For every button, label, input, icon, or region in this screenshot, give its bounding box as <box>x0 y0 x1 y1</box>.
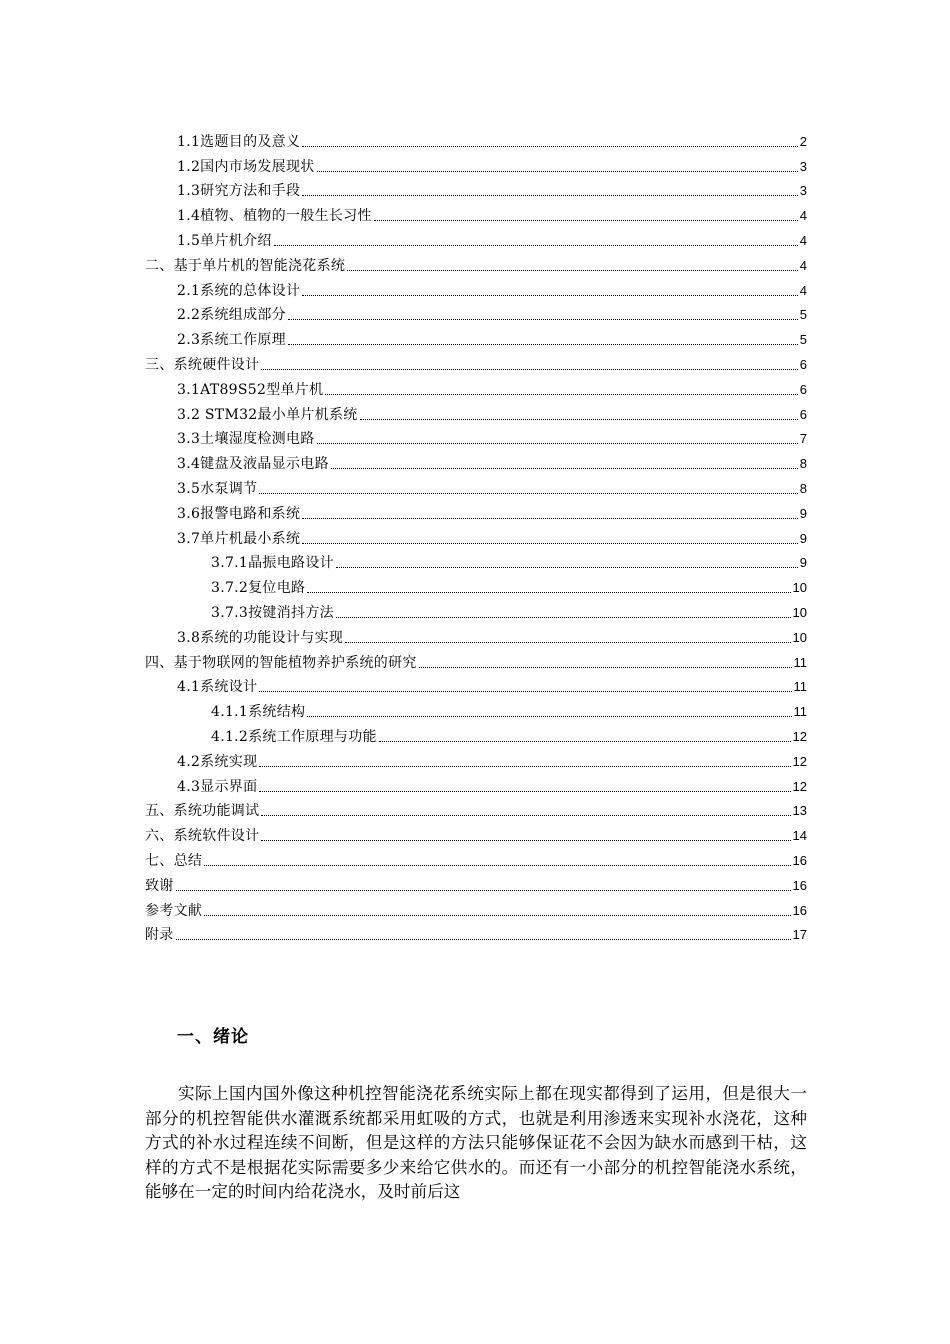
toc-dot-leader <box>307 716 791 717</box>
toc-entry[interactable] <box>145 622 807 647</box>
toc-dot-leader <box>288 344 798 345</box>
toc-entry[interactable] <box>145 176 807 201</box>
body-paragraph: 实际上国内国外像这种机控智能浇花系统实际上都在现实都得到了运用，但是很大一部分的机控智能供水灌溉系统都采用虹吸的方式，也就是利用渗透来实现补水浇花，这种方式的补水过程连续不间断，但是这样的方法只能够保证花不会因为缺水而感到干枯，这样的方式不是根据花实际需要多少来给它供水的。而还有一小部分的机控智能浇水系统，能够在一定的时间内给花浇水，及时前后这 <box>145 1084 807 1202</box>
toc-dot-leader <box>261 840 790 841</box>
toc-page-number: 17 <box>792 927 807 943</box>
toc-entry[interactable] <box>145 200 807 225</box>
toc-entry-title: 4.1.2系统工作原理与功能 <box>211 728 377 745</box>
toc-page-number: 11 <box>793 704 807 720</box>
toc-entry-title: 3.5水泵调节 <box>177 480 258 497</box>
toc-page-number: 16 <box>792 852 807 868</box>
toc-page-number: 14 <box>792 828 807 844</box>
toc-entry-title: 附录 <box>145 927 174 944</box>
toc-entry[interactable] <box>145 870 807 895</box>
toc-page-number: 3 <box>799 183 807 199</box>
toc-page-number: 12 <box>792 753 807 769</box>
toc-page-number: 4 <box>799 282 807 298</box>
toc-entry[interactable] <box>145 820 807 845</box>
toc-entry[interactable] <box>145 250 807 275</box>
toc-dot-leader <box>307 592 790 593</box>
toc-dot-leader <box>325 394 797 395</box>
toc-page-number: 6 <box>799 381 807 397</box>
toc-page-number: 11 <box>793 679 807 695</box>
toc-dot-leader <box>176 890 791 891</box>
toc-entry[interactable] <box>145 275 807 300</box>
toc-dot-leader <box>259 766 790 767</box>
section-heading: 一、绪论 <box>177 1027 249 1047</box>
toc-entry-title: 3.1AT89S52型单片机 <box>177 381 324 398</box>
toc-entry-title: 4.1系统设计 <box>177 679 258 696</box>
toc-entry[interactable] <box>145 324 807 349</box>
toc-dot-leader <box>288 319 798 320</box>
toc-dot-leader <box>302 146 798 147</box>
toc-dot-leader <box>176 939 791 940</box>
toc-page-number: 9 <box>799 530 807 546</box>
toc-dot-leader <box>204 865 790 866</box>
toc-entry[interactable] <box>145 523 807 548</box>
toc-entry[interactable] <box>145 300 807 325</box>
toc-entry[interactable] <box>145 548 807 573</box>
toc-page-number: 5 <box>799 307 807 323</box>
toc-entry-title: 2.3系统工作原理 <box>177 332 286 349</box>
toc-page-number: 13 <box>792 803 807 819</box>
toc-page-number: 9 <box>799 555 807 571</box>
toc-entry-title: 3.2 STM32最小单片机系统 <box>177 406 358 423</box>
toc-page-number: 5 <box>799 332 807 348</box>
toc-entry[interactable] <box>145 374 807 399</box>
toc-entry-title: 3.7单片机最小系统 <box>177 530 301 547</box>
toc-entry[interactable] <box>145 424 807 449</box>
toc-page-number: 6 <box>799 356 807 372</box>
toc-entry[interactable] <box>145 771 807 796</box>
toc-entry-title: 3.3土壤湿度检测电路 <box>177 431 315 448</box>
toc-dot-leader <box>261 369 797 370</box>
toc-entry[interactable] <box>145 572 807 597</box>
toc-entry-title: 二、基于单片机的智能浇花系统 <box>145 257 346 274</box>
toc-page-number: 4 <box>799 208 807 224</box>
toc-entry-title: 3.7.3按键消抖方法 <box>211 604 334 621</box>
toc-entry[interactable] <box>145 498 807 523</box>
toc-entry[interactable] <box>145 349 807 374</box>
toc-page-number: 6 <box>799 406 807 422</box>
toc-entry[interactable] <box>145 920 807 945</box>
toc-entry-title: 3.7.1晶振电路设计 <box>211 555 334 572</box>
toc-dot-leader <box>347 270 798 271</box>
toc-entry[interactable] <box>145 895 807 920</box>
toc-dot-leader <box>302 195 798 196</box>
toc-entry[interactable] <box>145 647 807 672</box>
toc-entry[interactable] <box>145 696 807 721</box>
toc-page-number: 9 <box>799 505 807 521</box>
toc-page-number: 3 <box>799 158 807 174</box>
toc-entry-title: 六、系统软件设计 <box>145 828 260 845</box>
toc-page-number: 10 <box>792 580 807 596</box>
toc-entry[interactable] <box>145 126 807 151</box>
table-of-contents <box>145 126 807 944</box>
toc-dot-leader <box>419 667 792 668</box>
toc-entry-title: 4.1.1系统结构 <box>211 704 306 721</box>
toc-entry[interactable] <box>145 796 807 821</box>
toc-entry[interactable] <box>145 845 807 870</box>
toc-dot-leader <box>302 543 798 544</box>
toc-entry[interactable] <box>145 672 807 697</box>
toc-entry-title: 3.6报警电路和系统 <box>177 505 301 522</box>
toc-entry-title: 参考文献 <box>145 902 203 919</box>
toc-entry[interactable] <box>145 151 807 176</box>
toc-dot-leader <box>336 617 791 618</box>
toc-entry-title: 三、系统硬件设计 <box>145 356 260 373</box>
toc-dot-leader <box>259 791 790 792</box>
toc-page-number: 11 <box>793 654 807 670</box>
toc-entry[interactable] <box>145 225 807 250</box>
toc-page-number: 12 <box>792 728 807 744</box>
toc-dot-leader <box>374 220 798 221</box>
toc-dot-leader <box>302 518 798 519</box>
toc-page-number: 8 <box>799 480 807 496</box>
toc-entry[interactable] <box>145 721 807 746</box>
toc-page-number: 2 <box>799 133 807 149</box>
toc-page-number: 8 <box>799 456 807 472</box>
toc-entry-title: 2.1系统的总体设计 <box>177 282 301 299</box>
toc-entry[interactable] <box>145 473 807 498</box>
toc-dot-leader <box>317 443 798 444</box>
toc-entry-title: 1.2国内市场发展现状 <box>177 158 315 175</box>
toc-dot-leader <box>317 171 798 172</box>
toc-dot-leader <box>345 642 790 643</box>
toc-entry[interactable] <box>145 399 807 424</box>
toc-entry-title: 1.3研究方法和手段 <box>177 183 301 200</box>
toc-page-number: 4 <box>799 257 807 273</box>
toc-entry-title: 1.5单片机介绍 <box>177 232 272 249</box>
toc-dot-leader <box>274 245 798 246</box>
toc-page-number: 16 <box>792 902 807 918</box>
toc-entry-title: 四、基于物联网的智能植物养护系统的研究 <box>145 654 417 671</box>
toc-entry-title: 五、系统功能调试 <box>145 803 260 820</box>
toc-page-number: 7 <box>799 431 807 447</box>
toc-dot-leader <box>204 915 790 916</box>
toc-page-number: 12 <box>792 778 807 794</box>
toc-entry-title: 七、总结 <box>145 852 203 869</box>
toc-entry-title: 1.4植物、植物的一般生长习性 <box>177 208 372 225</box>
toc-entry-title: 4.3显示界面 <box>177 778 258 795</box>
toc-entry-title: 致谢 <box>145 877 174 894</box>
toc-dot-leader <box>259 493 797 494</box>
toc-entry-title: 3.7.2复位电路 <box>211 580 306 597</box>
toc-entry-title: 4.2系统实现 <box>177 753 258 770</box>
toc-entry-title: 3.8系统的功能设计与实现 <box>177 629 344 646</box>
toc-page-number: 10 <box>792 604 807 620</box>
toc-dot-leader <box>331 468 798 469</box>
toc-page-number: 10 <box>792 629 807 645</box>
toc-entry[interactable] <box>145 746 807 771</box>
toc-entry[interactable] <box>145 448 807 473</box>
toc-page-number: 4 <box>799 232 807 248</box>
toc-dot-leader <box>379 741 791 742</box>
toc-dot-leader <box>360 419 798 420</box>
toc-dot-leader <box>336 567 798 568</box>
toc-entry-title: 3.4键盘及液晶显示电路 <box>177 456 329 473</box>
toc-entry-title: 2.2系统组成部分 <box>177 307 286 324</box>
toc-dot-leader <box>302 295 798 296</box>
toc-dot-leader <box>261 815 790 816</box>
toc-entry-title: 1.1选题目的及意义 <box>177 133 301 150</box>
toc-page-number: 16 <box>792 877 807 893</box>
toc-entry[interactable] <box>145 597 807 622</box>
toc-dot-leader <box>259 691 791 692</box>
